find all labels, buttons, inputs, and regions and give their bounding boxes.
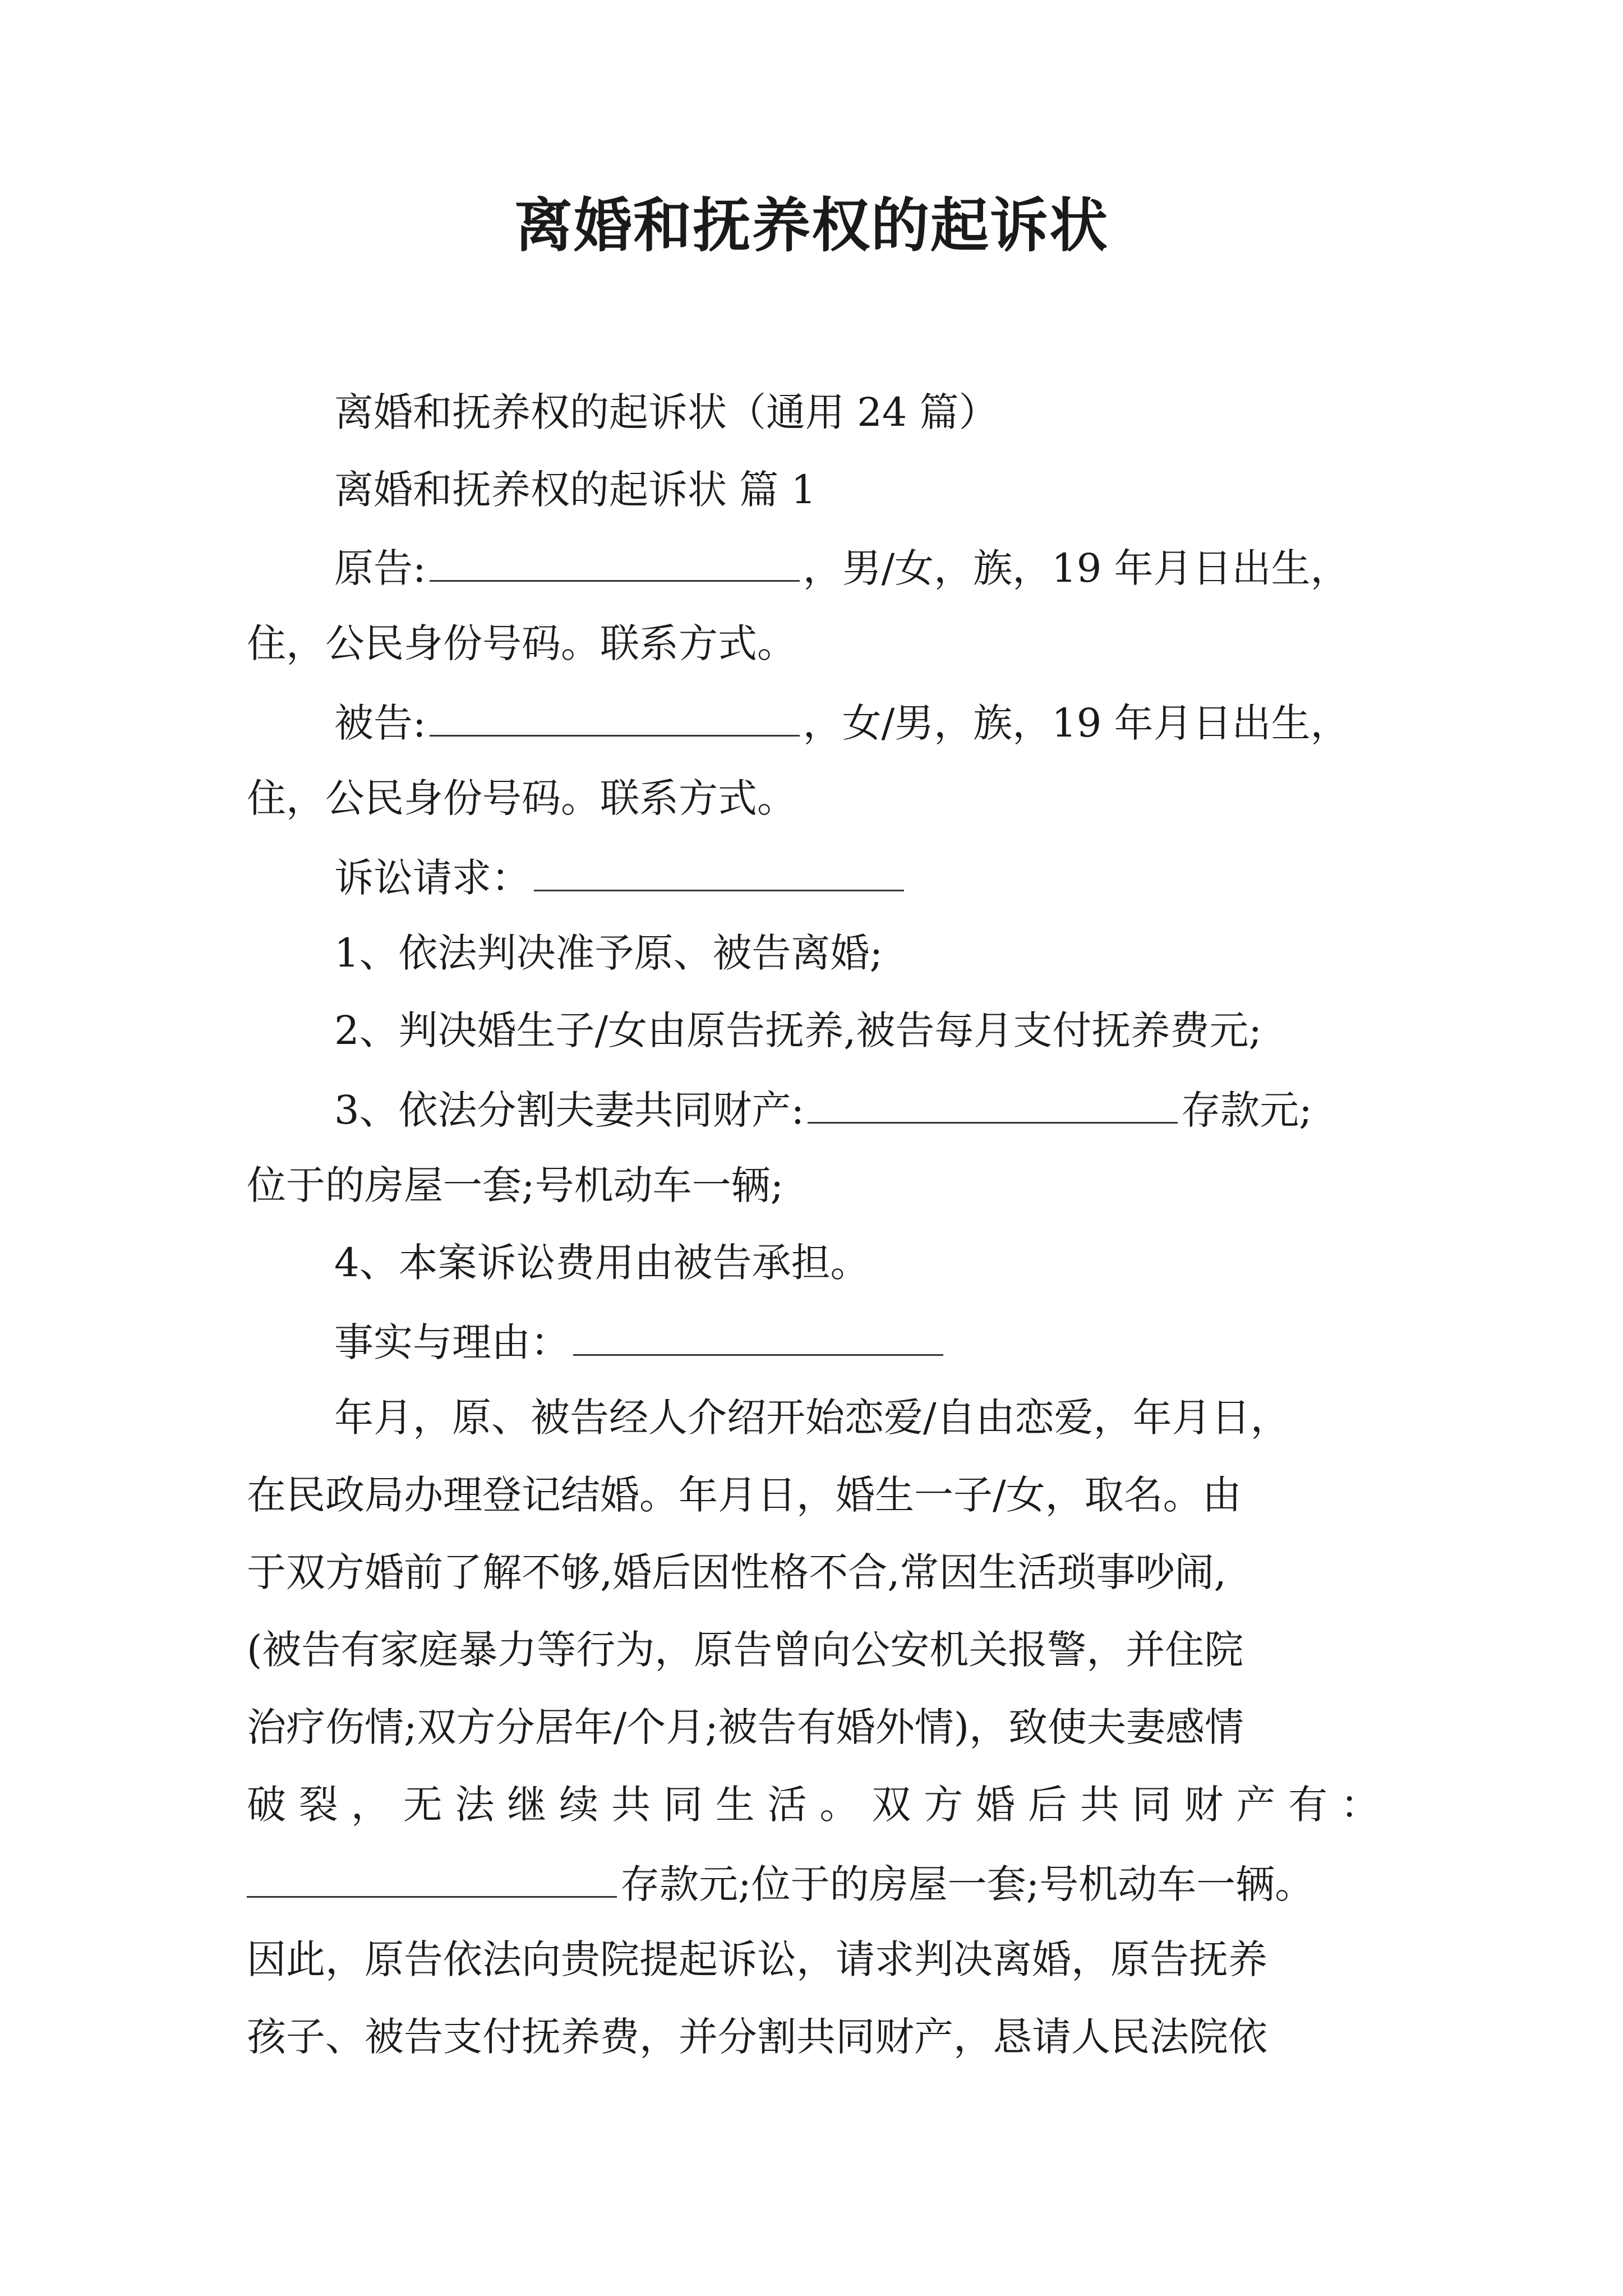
facts-line: 年月，原、被告经人介绍开始恋爱/自由恋爱，年月日，: [334, 1395, 1290, 1441]
property-line: [247, 1861, 1315, 1907]
conclusion-line: 孩子、被告支付抚养费，并分割共同财产，恳请人民法院依: [247, 2014, 1267, 2060]
plaintiff-blank: [430, 546, 800, 582]
claim-item-1: 1、依法判决准予原、被告离婚;: [334, 930, 883, 976]
plaintiff-details: ，男/女，族，19 年月日出生，: [803, 545, 1350, 591]
claims-label: 诉讼请求：: [334, 855, 531, 901]
plaintiff-line: [334, 545, 1350, 591]
claims-blank: [534, 856, 904, 891]
claims-heading-line: [334, 855, 907, 901]
plaintiff-label: 原告:: [334, 545, 426, 591]
property-blank: [247, 1862, 617, 1898]
facts-blank: [573, 1320, 943, 1356]
subtitle-line: 离婚和抚养权的起诉状（通用 24 篇）: [334, 389, 998, 435]
facts-heading-line: [334, 1319, 947, 1365]
claim-item-2: 2、判决婚生子/女由原告抚养,被告每月支付抚养费元;: [334, 1007, 1262, 1053]
defendant-details: ，女/男，族，19 年月日出生，: [803, 700, 1350, 746]
section-heading: 离婚和抚养权的起诉状 篇 1: [334, 467, 817, 513]
defendant-address-line: 住，公民身份号码。联系方式。: [247, 775, 796, 821]
plaintiff-address-line: 住，公民身份号码。联系方式。: [247, 620, 796, 666]
claim-3-tail: 存款元;: [1181, 1087, 1312, 1133]
claim-3-label: 3、依法分割夫妻共同财产:: [334, 1087, 805, 1133]
facts-line: (被告有家庭暴力等行为，原告曾向公安机关报警，并住院: [247, 1627, 1244, 1673]
defendant-blank: [430, 701, 800, 737]
claim-item-3: [334, 1087, 1312, 1133]
property-text: 存款元;位于的房屋一套;号机动车一辆。: [620, 1861, 1315, 1907]
conclusion-line: 因此，原告依法向贵院提起诉讼，请求判决离婚，原告抚养: [247, 1936, 1267, 1982]
document-title: 离婚和抚养权的起诉状: [514, 191, 1109, 260]
facts-line: 治疗伤情;双方分居年/个月;被告有婚外情)，致使夫妻感情: [247, 1704, 1244, 1750]
facts-line: 于双方婚前了解不够,婚后因性格不合,常因生活琐事吵闹,: [247, 1549, 1227, 1595]
facts-line: 破裂，无法继续共同生活。双方婚后共同财产有：: [247, 1782, 1380, 1828]
claim-3-blank: [808, 1088, 1178, 1124]
facts-line: 在民政局办理登记结婚。年月日，婚生一子/女，取名。由: [247, 1472, 1242, 1518]
claim-item-4: 4、本案诉讼费用由被告承担。: [334, 1240, 870, 1286]
defendant-line: [334, 700, 1350, 746]
defendant-label: 被告:: [334, 700, 426, 746]
claim-item-3-cont: 位于的房屋一套;号机动车一辆;: [247, 1162, 784, 1208]
facts-label: 事实与理由：: [334, 1319, 570, 1365]
